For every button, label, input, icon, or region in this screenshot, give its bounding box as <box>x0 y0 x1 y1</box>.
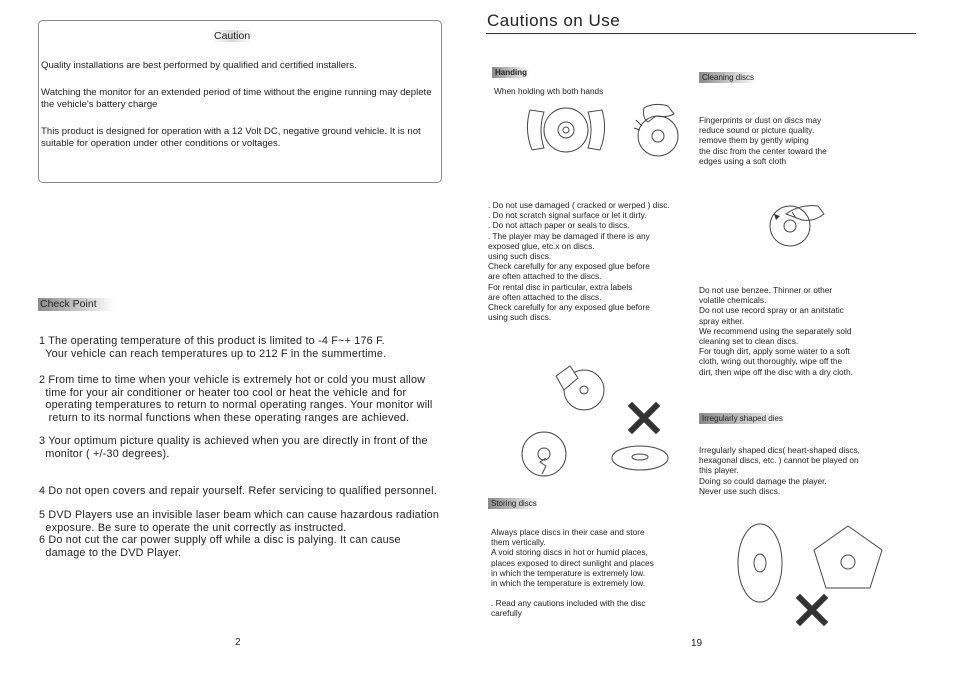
checkpoint-item: 5 DVD Players use an invisible laser beam which can cause hazardous radiation exposure. Be sure to operate the unit correctly as instructed. <box>39 509 440 534</box>
disc-with-label-icon <box>552 362 608 412</box>
hand-holding-disc-icon <box>628 100 688 162</box>
cracked-disc-icon <box>516 428 572 480</box>
checkpoint-item: 6 Do not cut the car power supply off while a disc is palying. It can cause damage to the DVD Player. <box>39 534 401 559</box>
chemicals-text: Do not use benzee. Thinner or other volatile chemicals. Do not use record spray or an anitstatic spray either. We recommend using the separately sold cleaning set to clean discs. For tough dirt, apply some water to a soft cloth, wring out thoroughly, wipe off the dirt, then wipe off the disc with a dry cloth. <box>699 285 853 377</box>
page-number: 19 <box>691 638 703 649</box>
checkpoint-item: 3 Your optimum picture quality is achieved when you are directly in front of the monitor ( +/-30 degrees). <box>39 435 428 460</box>
disc-warnings: . Do not use damaged ( cracked or werped ) disc. . Do not scratch signal surface or let it dirty. . Do not attach paper or seals to discs. . The player may be damaged if there is any exposed glue, etc.x on discs. using such discs. Check carefully for any exposed glue before are often attached to the discs. For rental disc in particular, extra labels are often attached to the discs. Check carefully for any exposed glue before using such discs. <box>488 200 670 323</box>
page-number: 2 <box>235 637 241 648</box>
storing-text: Always place discs in their case and store them vertically. A void storing discs in hot or humid places, places exposed to direct sunlight and places in which the temperature is extremely low. in which the temperature is extremely low. <box>491 527 654 589</box>
irregular-text: Irregularly shaped dics( heart-shaped discs, hexagonal discs, etc. ) cannot be played on this player. Doing so could damage the player. Never use such discs. <box>699 445 860 496</box>
caution-paragraph: This product is designed for operation with a 12 Volt DC, negative ground vehicle. It is not suitable for operation under other conditions or voltages. <box>41 126 421 149</box>
wiping-disc-icon <box>766 194 830 250</box>
cleaning-text: Fingerprints or dust on discs may reduce sound or picture quality. remove them by gently wiping the disc from the center toward the edges using a soft cloth <box>699 115 827 166</box>
pentagon-disc-icon <box>812 524 884 590</box>
caution-paragraph: Watching the monitor for an extended period of time without the engine running may deplete the vehicle's battery charge <box>41 87 432 110</box>
page-title: Cautions on Use <box>487 11 621 30</box>
checkpoint-item: 2 From time to time when your vehicle is extremely hot or cold you must allow time for your air conditioner or heater too cool or heat the vehicle and for operating temperatures to return to normal operating ranges. Your monitor will return to its normal functions when these operating ranges are achieved. <box>39 374 433 424</box>
prohibited-x-icon <box>628 402 660 434</box>
checkpoint-title: Check Point <box>38 298 114 311</box>
caution-paragraph: Quality installations are best performed by qualified and certified installers. <box>41 60 357 71</box>
prohibited-x-icon <box>796 594 828 626</box>
checkpoint-item: 4 Do not open covers and repair yourself. Refer servicing to qualified personnel. <box>39 485 437 497</box>
irregular-label: Irregularly shaped dies <box>699 413 786 424</box>
caution-title: Caution <box>214 30 251 42</box>
handing-text: When holding wth both hands <box>494 86 604 96</box>
handing-label: Handing <box>492 67 530 78</box>
checkpoint-item: 1 The operating temperature of this product is limited to -4 F~+ 176 F. Your vehicle can reach temperatures up to 212 F in the summertime. <box>39 335 387 360</box>
warped-disc-icon <box>608 440 672 474</box>
cleaning-label: Cleaning discs <box>699 72 757 83</box>
oval-disc-icon <box>736 522 784 604</box>
title-rule <box>486 33 916 34</box>
hands-holding-disc-icon <box>520 100 610 160</box>
storing-note: . Read any cautions included with the disc carefully <box>491 598 646 619</box>
storing-label: Storing discs <box>488 498 540 509</box>
